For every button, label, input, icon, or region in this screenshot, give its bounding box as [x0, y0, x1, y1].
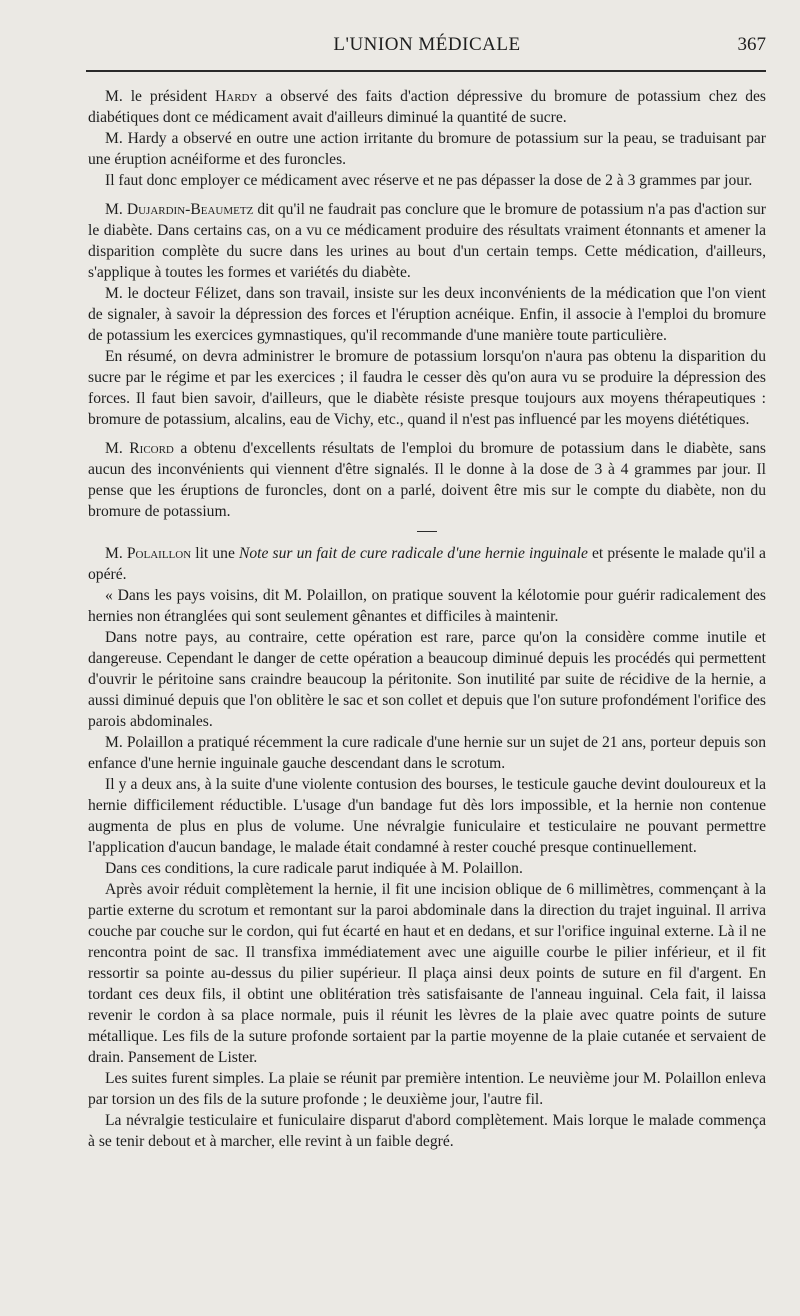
- paragraph-text: a obtenu d'excellents résultats de l'emploi du bromure de potassium dans le diabète, sans aucun des inconvénients qui viennent d'être signalés. Il le donne à la dose de 3 à 4 grammes par jour. Il pense que les éruptions de furoncles, dont on a parlé, doivent être mis sur le compte du diabète, non du bromure de potassium.: [88, 440, 766, 520]
- paragraph-hardy-eruption: M. Hardy a observé en outre une action irritante du bromure de potassium sur la peau, se traduisant par une éruption acnéiforme et des furoncles.: [88, 130, 766, 168]
- paragraph-kelotomie: « Dans les pays voisins, dit M. Polaillon, on pratique souvent la kélotomie pour guérir radicalement des hernies non étranglées qui sont seulement gênantes et difficiles à maintenir.: [88, 587, 766, 625]
- paragraph-history: Il y a deux ans, à la suite d'une violente contusion des bourses, le testicule gauche devint douloureux et la hernie difficilement réductible. L'usage d'un bandage fut dès lors impossible, et la hernie non contenue augmenta de plus en plus de volume. Une névralgie funiculaire et testiculaire ne pouvant permettre l'application d'aucun bandage, le malade était condamné à rester couché presque continuellement.: [88, 776, 766, 856]
- running-title: L'UNION MÉDICALE: [333, 34, 521, 55]
- paragraph-indication: Dans ces conditions, la cure radicale parut indiquée à M. Polaillon.: [105, 860, 523, 877]
- page-number: 367: [737, 34, 766, 55]
- speaker-name: Hardy: [215, 88, 258, 105]
- article-body: [88, 86, 766, 1152]
- section-divider: [417, 531, 437, 532]
- paragraph-text: et présente le malade qu'il a opéré.: [88, 545, 766, 583]
- paragraph-aftermath: Les suites furent simples. La plaie se réunit par première intention. Le neuvième jour M. Polaillon enleva par torsion un des fils de la suture profonde ; le deuxième jour, l'autre fil.: [88, 1070, 766, 1108]
- paragraph-text: dit qu'il ne faudrait pas conclure que le bromure de potassium n'a pas d'action sur le diabète. Dans certains cas, on a vu ce médicament produire des résultats vraiment étonnants et amener la disparition complète du sucre dans les urines au bout d'un certain temps. Cette médication, d'ailleurs, s'applique à toutes les formes et variétés du diabète.: [88, 201, 766, 281]
- paragraph-lead: M. le président: [105, 88, 215, 105]
- paragraph-lead: M.: [105, 545, 127, 562]
- paragraph-our-country: Dans notre pays, au contraire, cette opération est rare, parce qu'on la considère comme inutile et dangereuse. Cependant le danger de cette opération a beaucoup diminué depuis les procédés qui permettent d'ouvrir le péritoine sans craindre beaucoup la péritonite. Son inutilité par suite de récidive de la hernie, a aussi diminué depuis que l'on oblitère le sac et son collet et depuis que l'on suture profondément l'orifice des parois abdominales.: [88, 629, 766, 730]
- paragraph-patient: M. Polaillon a pratiqué récemment la cure radicale d'une hernie sur un sujet de 21 ans, porteur depuis son enfance d'une hernie inguinale gauche descendant dans le scrotum.: [88, 734, 766, 772]
- paragraph-felizet: M. le docteur Félizet, dans son travail, insiste sur les deux inconvénients de la médication que l'on vient de signaler, à savoir la dépression des forces et l'éruption acnéique. Enfin, il associe à l'emploi du bromure de potassium les exercices gymnastiques, qu'il recommande d'une manière toute particulière.: [88, 285, 766, 344]
- paragraph-summary: En résumé, on devra administrer le bromure de potassium lorsqu'on n'aura pas obtenu la disparition du sucre par le régime et par les exercices ; il faudra le cesser dès qu'on aura vu se produire la dépression des forces. Il faut bien savoir, d'ailleurs, que le diabète résiste presque toujours aux moyens thérapeutiques : bromure de potassium, alcalins, eau de Vichy, etc., quand il n'est pas influencé par les moyens diététiques.: [88, 348, 766, 428]
- paragraph-procedure: Après avoir réduit complètement la hernie, il fit une incision oblique de 6 millimètres, commençant à la partie externe du scrotum et remontant sur la paroi abdominale dans la direction du trajet inguinal. Il arriva couche par couche sur le cordon, qui fut écarté en haut et en dedans, et sur l'orifice inguinal externe. Là il ne rencontra point de sac. Il transfixa immédiatement avec une aiguille courbe le pilier inférieur, et il fit ressortir sa pointe au-dessus du pilier supérieur. Il plaça ainsi deux points de suture en fil d'argent. En tordant ces deux fils, il obtint une oblitération très satisfaisante de l'anneau inguinal. Cela fait, il laissa revenir le cordon à sa place normale, puis il réunit les lèvres de la plaie avec quatre points de suture métallique. Les fils de la suture profonde sortaient par la partie moyenne de la plaie cutanée et servaient de drain. Pansement de Lister.: [88, 881, 766, 1066]
- paragraph-dujardin-beaumetz: [88, 199, 766, 283]
- paragraph-hardy-observation: [88, 86, 766, 128]
- header-rule: [86, 70, 766, 72]
- note-title: Note sur un fait de cure radicale d'une hernie inguinale: [238, 545, 588, 562]
- paragraph-polaillon-intro: [88, 543, 766, 585]
- paragraph-neuralgia: La névralgie testiculaire et funiculaire disparut d'abord complètement. Mais lorque le malade commença à se tenir debout et à marcher, elle revint à un faible degré.: [88, 1112, 766, 1150]
- paragraph-ricord: [88, 438, 766, 522]
- paragraph-lead: M.: [105, 440, 130, 457]
- paragraph-dose-advice: Il faut donc employer ce médicament avec réserve et ne pas dépasser la dose de 2 à 3 grammes par jour.: [105, 172, 753, 189]
- page-header: [88, 34, 766, 60]
- paragraph-lead: M.: [105, 201, 127, 218]
- paragraph-text: lit une: [191, 545, 239, 562]
- paragraph-text: a observé des faits d'action dépressive du bromure de potassium chez des diabétiques dont ce médicament avait d'ailleurs diminué la quantité de sucre.: [88, 88, 766, 126]
- speaker-name: Dujardin-Beaumetz: [126, 201, 254, 218]
- speaker-name: Polaillon: [126, 545, 192, 562]
- speaker-name: Ricord: [129, 440, 174, 457]
